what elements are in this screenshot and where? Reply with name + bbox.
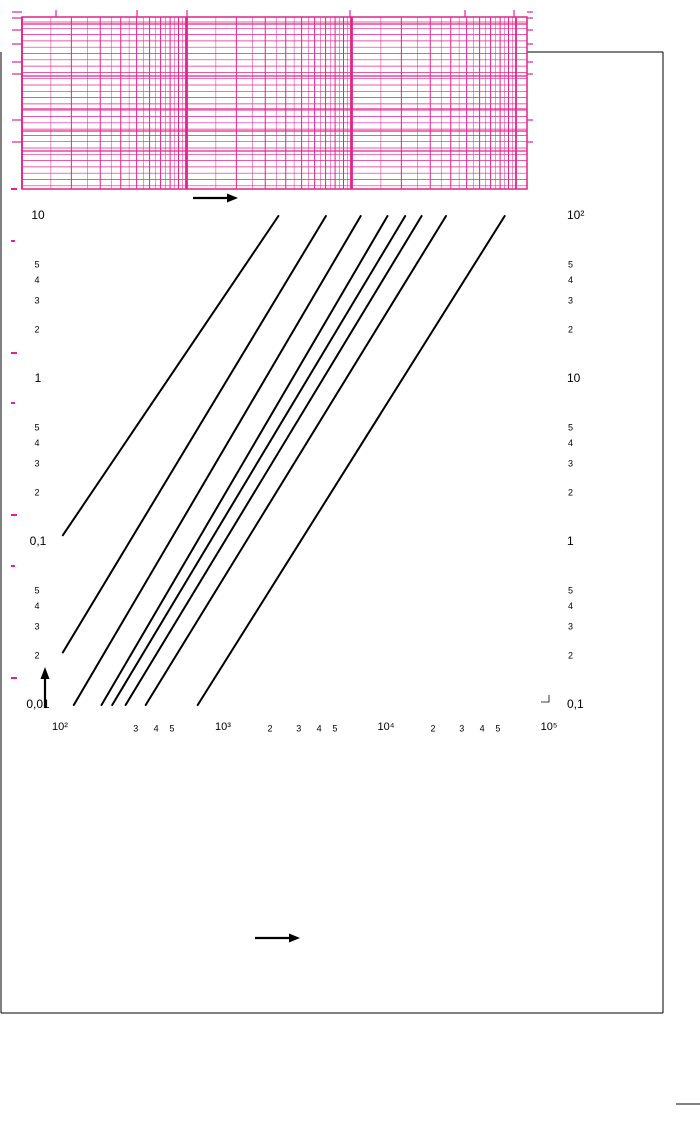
series-line-2	[63, 216, 326, 653]
y-tick-label: 0,1	[29, 534, 47, 549]
y-tick-label: 4	[568, 275, 574, 286]
grid-border	[22, 17, 527, 189]
y-tick-label: 5	[34, 585, 40, 596]
y-tick-label: 4	[34, 275, 40, 286]
y-tick-label: 5	[568, 585, 574, 596]
corner-mark-icon	[541, 695, 549, 702]
y-tick-label: 0,1	[567, 697, 584, 712]
y-tick-label: 2	[568, 650, 574, 661]
left-edge-marks	[11, 189, 17, 678]
series-line-5	[112, 216, 405, 705]
x-axis-labels	[52, 721, 557, 733]
y-tick-label: 5	[34, 422, 40, 433]
x-tick-label: 5	[332, 723, 338, 734]
y-tick-label: 2	[34, 487, 40, 498]
y-tick-label: 5	[34, 259, 40, 270]
arrow-right-icon	[255, 934, 300, 943]
y-tick-label: 4	[34, 601, 40, 612]
y-tick-label: 4	[568, 601, 574, 612]
y-tick-label: 2	[34, 650, 40, 661]
x-tick-label: 4	[316, 723, 322, 734]
y-tick-label: 5	[568, 422, 574, 433]
x-tick-label: 3	[296, 723, 302, 734]
graph-paper-grid	[12, 10, 533, 189]
y-tick-label: 3	[568, 621, 574, 632]
y-tick-label: 3	[34, 458, 40, 469]
page-frame	[1, 52, 700, 1104]
y-tick-label: 1	[567, 534, 574, 549]
y-tick-label: 3	[568, 295, 574, 306]
x-tick-label: 10²	[52, 720, 68, 733]
series-line-1	[63, 216, 279, 535]
y-tick-label: 2	[568, 324, 574, 335]
x-tick-label: 2	[267, 723, 273, 734]
x-tick-label: 10⁵	[540, 720, 558, 733]
y-tick-label: 4	[568, 438, 574, 449]
y-tick-label: 10	[567, 371, 581, 386]
x-tick-label: 5	[495, 723, 501, 734]
y-tick-label: 0,01	[26, 697, 50, 712]
x-tick-label: 5	[169, 723, 175, 734]
y-tick-label: 5	[568, 259, 574, 270]
y-tick-label: 2	[34, 324, 40, 335]
x-tick-label: 3	[133, 723, 139, 734]
y-tick-label: 4	[34, 438, 40, 449]
y-axis-left-labels	[26, 208, 50, 711]
x-tick-label: 4	[479, 723, 485, 734]
series-line-3	[74, 216, 361, 705]
y-tick-label: 3	[34, 295, 40, 306]
y-tick-label: 3	[568, 458, 574, 469]
series-layer	[63, 216, 505, 705]
x-tick-label: 10⁴	[377, 720, 395, 733]
series-line-6	[126, 216, 422, 705]
y-axis-right-labels	[567, 208, 584, 711]
x-tick-label: 3	[459, 723, 465, 734]
x-tick-label: 10³	[215, 720, 231, 733]
arrow-right-icon	[193, 194, 238, 203]
y-tick-label: 3	[34, 621, 40, 632]
y-tick-label: 1	[34, 371, 42, 386]
y-tick-label: 10	[31, 208, 45, 223]
series-line-7	[146, 216, 446, 705]
direction-arrows	[41, 194, 550, 943]
x-tick-label: 2	[430, 723, 436, 734]
y-tick-label: 10²	[567, 208, 585, 223]
x-tick-label: 4	[153, 723, 159, 734]
y-tick-label: 2	[568, 487, 574, 498]
